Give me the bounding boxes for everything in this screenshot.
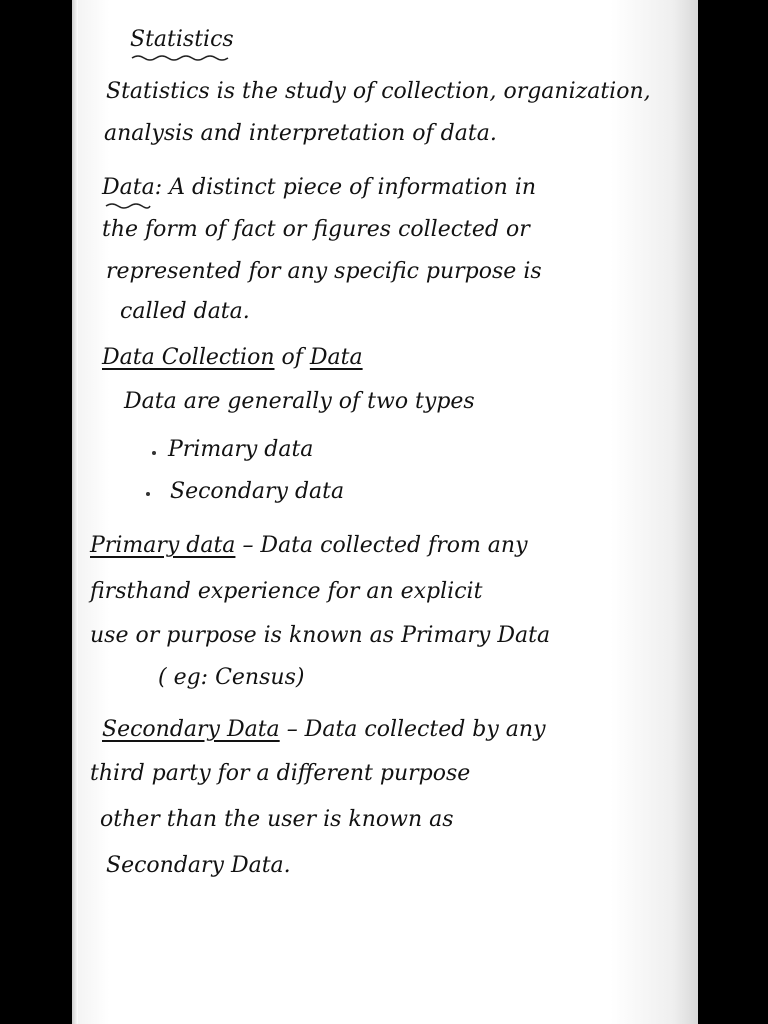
notebook-page xyxy=(72,0,698,1024)
secondary-data-rest: – Data collected by any xyxy=(286,717,546,742)
data-definition-line-1 xyxy=(102,174,536,202)
primary-data-line-3: use or purpose is known as Primary Data xyxy=(90,623,551,648)
primary-data-term: Primary data xyxy=(90,533,236,558)
type-item-primary: Primary data xyxy=(168,437,314,462)
page-title-text: Statistics xyxy=(130,27,234,52)
data-definition-line-4: called data. xyxy=(120,299,250,324)
page-spine-shadow xyxy=(72,0,78,1024)
collection-heading-of: of xyxy=(281,345,303,370)
collection-heading xyxy=(102,344,363,372)
collection-heading-part1: Data Collection xyxy=(102,345,275,370)
collection-heading-part2: Data xyxy=(309,345,363,370)
title-squiggle-underline xyxy=(130,54,230,62)
page-title xyxy=(130,26,234,54)
primary-data-line-1 xyxy=(90,532,528,560)
definition-line-2: analysis and interpretation of data. xyxy=(104,121,497,146)
bullet-dot xyxy=(146,492,150,496)
data-term-squiggle-underline xyxy=(104,202,152,210)
secondary-data-line-1 xyxy=(102,716,546,744)
definition-line-1: Statistics is the study of collection, organization, xyxy=(106,79,651,104)
secondary-data-line-4: Secondary Data. xyxy=(106,853,291,878)
primary-data-example: ( eg: Census) xyxy=(158,665,305,690)
secondary-data-line-2: third party for a different purpose xyxy=(90,761,471,786)
primary-data-rest: – Data collected from any xyxy=(242,533,528,558)
data-definition-line-2: the form of fact or figures collected or xyxy=(102,217,530,242)
data-definition-rest: : A distinct piece of information in xyxy=(154,175,537,200)
secondary-data-term: Secondary Data xyxy=(102,717,280,742)
type-item-secondary: Secondary data xyxy=(170,479,345,504)
collection-intro: Data are generally of two types xyxy=(124,389,475,414)
data-definition-line-3: represented for any specific purpose is xyxy=(106,259,542,284)
bullet-dot xyxy=(152,451,156,455)
data-term: Data xyxy=(102,175,155,200)
primary-data-line-2: firsthand experience for an explicit xyxy=(90,579,483,604)
secondary-data-line-3: other than the user is known as xyxy=(100,807,454,832)
